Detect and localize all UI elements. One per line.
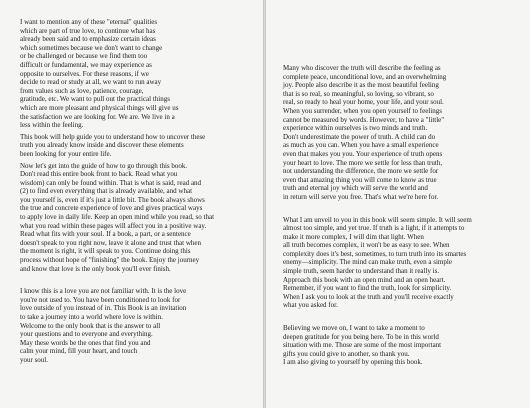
text-line: When you surrender, when you open yourself to feelings: [283, 106, 442, 115]
text-line: all truth becomes complex, it won't be as easy to see. When: [283, 241, 450, 250]
text-line: Now let's get into the guide of how to go through this book.: [20, 161, 188, 170]
text-line: you yourself is, even if it's just a little bit. The book always shows: [20, 195, 205, 204]
text-line: complete peace, unconditional love, and an overwhelming: [283, 72, 447, 81]
text-line: difficult or fundamental, we may experience as: [20, 60, 152, 69]
text-line: to take a journey into a world where love is within.: [20, 313, 163, 321]
text-line: or be challenged or because we find them too: [20, 52, 148, 61]
text-line: make it more complex, I will dim that light. When: [283, 232, 424, 241]
text-line: doesn't speak to you right now, leave it alone and trust that when: [20, 238, 202, 247]
text-line: Read what fits with your soul. If a book, a part, or a sentence: [20, 230, 191, 239]
text-line: which sometimes because we don't want to change: [20, 43, 163, 52]
text-line: gratitude, etc. We want to pull out the practical things: [20, 95, 170, 104]
text-line: been looking for your entire life.: [20, 149, 112, 158]
text-line: already been said and to emphasize certain ideas: [20, 35, 156, 44]
text-line: Many who discover the truth will describe the feeling as: [283, 64, 441, 72]
text-line: opposite to ourselves. For these reasons, if we: [20, 69, 149, 78]
text-line: what you read within these pages will affect you in a positive way.: [20, 221, 207, 230]
text-line: almost too simple, and yet true. If truth is a light, if it attempts to: [283, 224, 465, 233]
text-line: decide to read or study at all, we want to run away: [20, 78, 162, 87]
text-line: the satisfaction we are looking for. We are. We live in a: [20, 112, 175, 121]
text-line: your questions and to everyone and everything.: [20, 330, 153, 339]
text-line: experience within ourselves is two minds and truth.: [283, 124, 428, 133]
text-line: deepen gratitude for you being here. To be in this world: [283, 332, 439, 341]
text-line: Believing we move on, I want to take a moment to: [283, 324, 425, 333]
right-page-text: [283, 64, 515, 367]
text-line: the moment is right, it will speak to you. Continue doing this: [20, 247, 191, 256]
text-line: you're not used to. You have been conditioned to look for: [20, 295, 181, 304]
text-line: process without hope of "finishing" the book. Enjoy the journey: [20, 256, 200, 265]
text-line: that is so real, so meaningful, so loving, so vibrant, so: [283, 89, 434, 98]
paragraph: [20, 162, 250, 274]
text-line: even that makes you you. Your experience of truth opens: [283, 149, 443, 158]
text-line: even that amazing thing you will come to know as true: [283, 175, 437, 184]
text-line: in return will serve you free. That's what we're here for.: [283, 192, 439, 201]
text-line: I want to mention any of these "eternal" qualities: [20, 18, 158, 26]
text-line: truth you already know inside and discover these elements: [20, 141, 184, 150]
text-line: situation with me. Those are some of the most important: [283, 341, 442, 350]
text-line: joy. People also describe it as the most beautiful feeling: [283, 81, 439, 90]
text-line: When I ask you to look at the truth and you'll receive exactly: [283, 292, 454, 301]
text-line: which are part of true love, to continue what has: [20, 26, 156, 35]
text-line: the true and concrete experience of love and gives practical ways: [20, 204, 203, 213]
text-line: and know that love is the only book you'll ever finish.: [20, 264, 171, 273]
paragraph: [283, 324, 515, 367]
paragraph: [20, 133, 250, 159]
text-line: real, so ready to heal your home, your life, and your soul.: [283, 98, 444, 107]
text-line: what you asked for.: [283, 301, 338, 310]
text-line: Welcome to the only book that is the answer to all: [20, 321, 161, 330]
text-line: Approach this book with an open mind and an open heart.: [283, 275, 446, 284]
right-page: [266, 0, 530, 408]
text-line: enemy—simplicity. The mind can make truth, even a simple: [283, 258, 452, 267]
text-line: which are more pleasant and physical things will give us: [20, 103, 179, 112]
paragraph: [283, 64, 515, 202]
text-line: complexity does it's best, sometimes, to turn truth into its smartes: [283, 249, 467, 258]
text-line: This book will help guide you to understand how to uncover these: [20, 132, 206, 141]
text-line: simple truth, seem harder to understand than it really is.: [283, 267, 440, 276]
text-line: from values such as love, patience, courage,: [20, 86, 144, 95]
text-line: Don't underestimate the power of truth. A child can do: [283, 132, 436, 141]
text-line: calm your mind, fill your heart, and touch: [20, 347, 138, 356]
text-line: not understanding the difference, the more we settle for: [283, 167, 439, 176]
paragraph: [20, 18, 250, 130]
text-line: less within the feeling.: [20, 121, 84, 130]
text-line: to apply love in daily life. Keep an open mind while you read, so that: [20, 213, 215, 222]
text-line: (2) to find even everything that is already available, and what: [20, 187, 193, 196]
text-line: cannot be measured by words. However, to have a "little": [283, 115, 445, 124]
text-line: I am also giving to yourself by opening this book.: [283, 358, 423, 367]
paragraph: [20, 287, 250, 364]
text-line: Don't read this entire book front to back. Read what you: [20, 170, 178, 179]
text-line: Remember, if you want to find the truth, look for simplicity.: [283, 284, 452, 293]
text-line: May these words be the ones that find you and: [20, 338, 151, 347]
text-line: your soul.: [20, 355, 48, 364]
text-line: What I am unveil to you in this book will seem simple. It will seem: [283, 215, 472, 224]
left-page-text: [20, 18, 250, 365]
text-line: gifts you could give to another, so thank you.: [283, 349, 410, 358]
paragraph: [283, 216, 515, 311]
text-line: wisdom) can only be found within. That is what is said, read and: [20, 178, 202, 187]
left-page: [0, 0, 263, 408]
text-line: I know this is a love you are not familiar with. It is the love: [20, 287, 187, 296]
text-line: your heart to love. The more we settle for less than truth,: [283, 158, 443, 167]
text-line: love outside of you instead of in. This Book is an invitation: [20, 304, 187, 313]
text-line: truth and eternal joy which will serve the world and: [283, 184, 428, 193]
text-line: as much as you can. When you have a small experience: [283, 141, 439, 150]
